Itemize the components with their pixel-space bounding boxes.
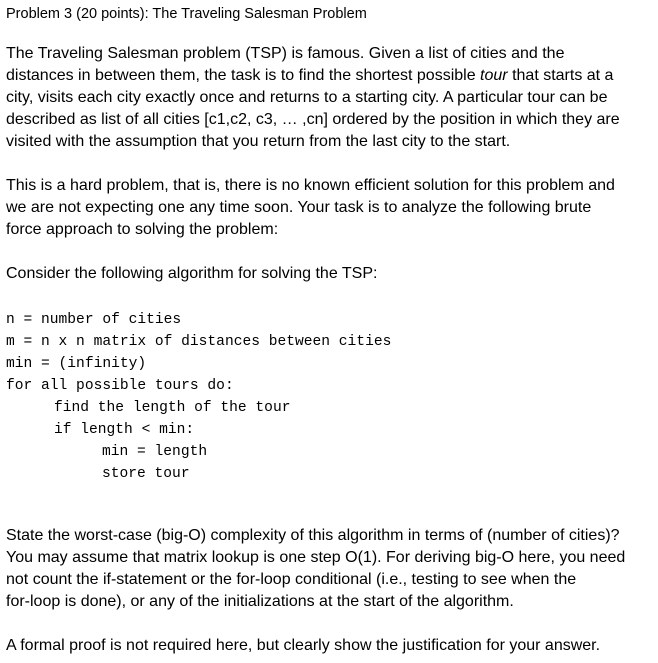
intro-line [6, 65, 620, 87]
hardness-line: This is a hard problem, that is, there is no known efficient solution for this problem and [6, 177, 615, 194]
question-line: You may assume that matrix lookup is one step O(1). For deriving big-O here, you need [6, 549, 626, 566]
question-line: not count the if-statement or the for-loop conditional (i.e., testing to see when the [6, 571, 577, 588]
intro-line: visited with the assumption that you return from the last city to the start. [6, 133, 511, 150]
problem-title: Problem 3 (20 points): The Traveling Salesman Problem [6, 6, 367, 22]
code-line: for all possible tours do: [6, 378, 234, 394]
intro-text: that starts at a [507, 67, 614, 84]
code-line: find the length of the tour [54, 400, 291, 416]
algorithm-code-block [6, 309, 391, 485]
intro-line: The Traveling Salesman problem (TSP) is famous. Given a list of cities and the [6, 45, 565, 62]
proof-note-line: A formal proof is not required here, but clearly show the justification for your answer. [6, 637, 601, 654]
question-line: State the worst-case (big-O) complexity of this algorithm in terms of (number of cities)? [6, 527, 620, 544]
intro-paragraph [6, 43, 620, 153]
code-line: min = (infinity) [6, 356, 147, 372]
intro-line: described as list of all cities [c1,c2, c3, … ,cn] ordered by the position in which they are [6, 111, 620, 128]
hardness-line: force approach to solving the problem: [6, 221, 279, 238]
code-line: min = length [102, 444, 208, 460]
consider-paragraph [6, 263, 377, 285]
hardness-paragraph [6, 175, 615, 241]
tour-emphasis: tour [480, 67, 508, 84]
code-line: store tour [102, 466, 190, 482]
question-paragraph [6, 525, 625, 613]
proof-note-paragraph [6, 635, 600, 657]
intro-text: distances in between them, the task is to find the shortest possible [6, 67, 481, 84]
consider-line: Consider the following algorithm for solving the TSP: [6, 265, 378, 282]
code-line: m = n x n matrix of distances between cities [6, 334, 392, 350]
code-line: if length < min: [54, 422, 195, 438]
question-line: for-loop is done), or any of the initializations at the start of the algorithm. [6, 593, 514, 610]
intro-line: city, visits each city exactly once and returns to a starting city. A particular tour can be [6, 89, 608, 106]
hardness-line: we are not expecting one any time soon. Your task is to analyze the following brute [6, 199, 592, 216]
code-line: n = number of cities [6, 312, 182, 328]
